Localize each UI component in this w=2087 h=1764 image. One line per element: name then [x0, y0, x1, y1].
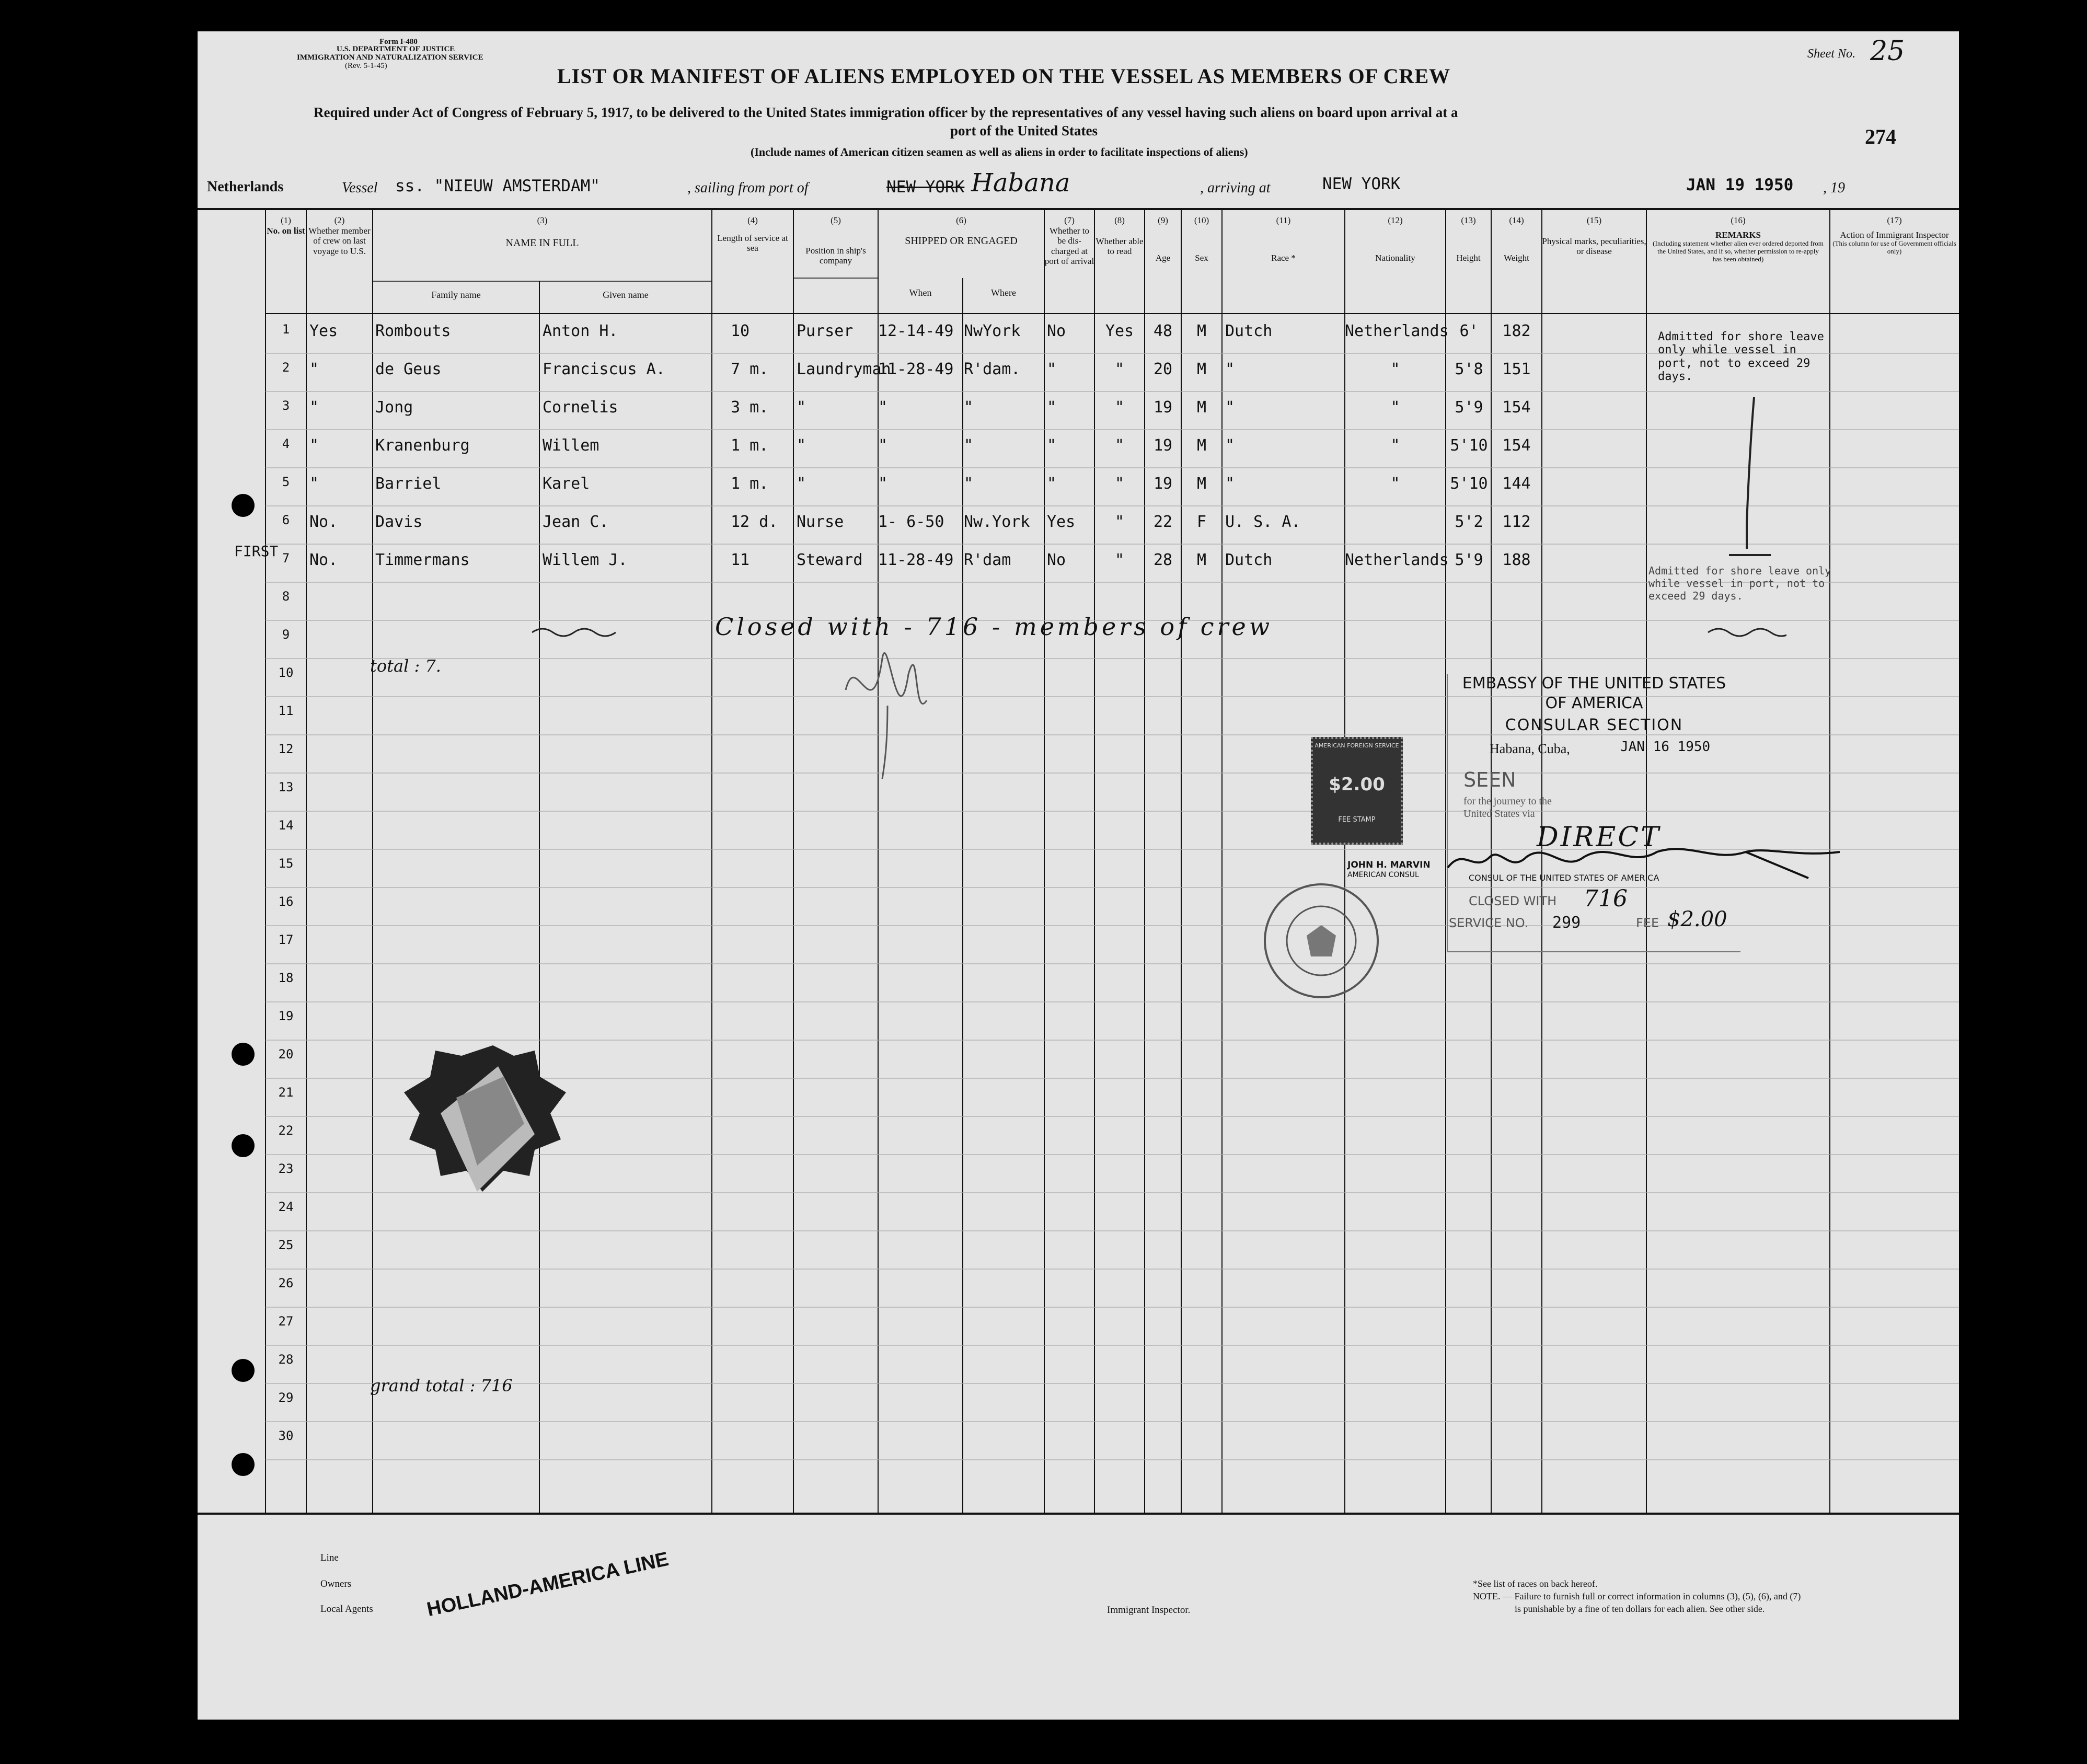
row-number: 15	[278, 856, 294, 871]
cell-race: "	[1225, 475, 1235, 493]
cell-race: Dutch	[1225, 551, 1273, 569]
cell-where: "	[964, 398, 974, 417]
cell-discharged: "	[1047, 475, 1057, 493]
cell-height: 5'9	[1455, 551, 1483, 569]
cell-no: 7	[282, 551, 290, 566]
col-num-16: (16)	[1731, 215, 1746, 225]
row-number: 24	[278, 1200, 294, 1214]
row-number: 19	[278, 1009, 294, 1023]
cell-discharged: "	[1047, 360, 1057, 378]
cell-service: 10	[731, 322, 750, 340]
fee-value: $2.00	[1667, 907, 1727, 931]
cell-no: 3	[282, 398, 290, 413]
remarks-ditto-mark	[1713, 392, 1776, 564]
cell-race: "	[1225, 360, 1235, 378]
cell-where: "	[964, 475, 974, 493]
col-label-7: Whether to be dis-charged at port of arrival	[1044, 225, 1094, 267]
consular-date: JAN 16 1950	[1620, 739, 1711, 755]
service-no-label: SERVICE NO.	[1449, 916, 1529, 930]
cell-where: NwYork	[964, 322, 1021, 340]
col-num-4: (4)	[747, 215, 758, 225]
cell-sex: F	[1196, 513, 1207, 531]
page-subtitle-2: port of the United States	[950, 123, 1098, 139]
punch-hole	[232, 494, 255, 517]
col-header-where: Where	[991, 287, 1016, 298]
row-number: 27	[278, 1314, 294, 1329]
consul-name: JOHN H. MARVIN	[1347, 860, 1431, 870]
cell-given: Franciscus A.	[543, 360, 665, 378]
cell-where: R'dam.	[964, 360, 1021, 378]
col-header-physical	[1542, 215, 1646, 257]
col-num-13: (13)	[1461, 215, 1476, 225]
row-number: 22	[278, 1123, 294, 1138]
row-number: 16	[278, 894, 294, 909]
row-number: 12	[278, 742, 294, 756]
fee-stamp-bottom: FEE STAMP	[1338, 816, 1376, 824]
consular-direct: DIRECT	[1537, 822, 1661, 853]
col-header-age	[1145, 215, 1181, 263]
row-number: 30	[278, 1428, 294, 1443]
col-header-when: When	[909, 287, 932, 298]
fee-stamp	[1311, 737, 1403, 845]
cell-service: 1 m.	[731, 475, 769, 493]
form-rev: (Rev. 5-1-45)	[345, 62, 387, 70]
cell-family: Jong	[375, 398, 413, 417]
cell-position: Steward	[797, 551, 863, 569]
sailing-port-struck: NEW YORK	[886, 178, 965, 197]
cell-race: Dutch	[1225, 322, 1273, 340]
cell-service: 7 m.	[731, 360, 769, 378]
cell-position: Laundryman	[797, 360, 891, 378]
cell-given: Cornelis	[543, 398, 618, 417]
cell-age: 20	[1153, 360, 1173, 378]
cell-position: Nurse	[797, 513, 844, 531]
col-num-17: (17)	[1887, 215, 1902, 225]
col-header-read	[1094, 215, 1145, 257]
cell-voyage: Yes	[309, 322, 338, 340]
col-num-15: (15)	[1586, 215, 1602, 225]
arrival-date: JAN 19 1950	[1686, 176, 1794, 194]
row-number: 9	[282, 627, 290, 642]
col-num-8: (8)	[1114, 215, 1125, 225]
col-label-9: Age	[1155, 252, 1171, 263]
consular-line-1: EMBASSY OF THE UNITED STATES	[1462, 674, 1726, 693]
cell-when: 12-14-49	[878, 322, 954, 340]
fee-label: FEE	[1636, 916, 1659, 930]
punch-hole	[232, 1453, 255, 1476]
col-num-5: (5)	[831, 215, 841, 225]
closed-note: Closed with - 716 - members of crew	[715, 613, 1273, 641]
manifest-sheet	[198, 31, 1959, 1720]
footer-note-1: *See list of races on back hereof.	[1473, 1578, 1598, 1589]
cell-discharged: No	[1047, 551, 1066, 569]
cell-no: 2	[282, 360, 290, 375]
cell-given: Willem J.	[543, 551, 628, 569]
row-number: 17	[278, 932, 294, 947]
footer-line-label: Line	[320, 1552, 339, 1563]
col-num-9: (9)	[1158, 215, 1168, 225]
cell-nationality: "	[1390, 360, 1400, 378]
vessel-label: Vessel	[342, 180, 378, 196]
cell-weight: 144	[1502, 475, 1531, 493]
col-label-11: Race *	[1271, 252, 1296, 263]
col-label-13: Height	[1456, 252, 1481, 263]
arriving-port: NEW YORK	[1322, 175, 1401, 193]
consular-journey-2: United States via	[1463, 808, 1535, 820]
punch-hole	[232, 1359, 255, 1382]
cell-read: Yes	[1105, 322, 1134, 340]
col-num-1: (1)	[281, 215, 291, 225]
cell-when: 11-28-49	[878, 551, 954, 569]
cell-service: 1 m.	[731, 436, 769, 455]
footer-agents-label: Local Agents	[320, 1604, 373, 1615]
col-header-action	[1830, 215, 1959, 256]
closed-note-strokes	[532, 622, 1786, 643]
col-header-height	[1446, 215, 1491, 263]
form-dept: U.S. DEPARTMENT OF JUSTICE	[337, 45, 455, 53]
footer-inspector-label: Immigrant Inspector.	[1107, 1605, 1191, 1616]
cell-nationality: Netherlands	[1345, 322, 1449, 340]
grand-total-note: grand total : 716	[370, 1376, 513, 1396]
col-header-nationality	[1345, 215, 1446, 263]
col-label-12: Nationality	[1375, 252, 1415, 263]
consul-title: CONSUL OF THE UNITED STATES OF AMERICA	[1469, 873, 1659, 883]
sailing-label: , sailing from port of	[687, 180, 809, 196]
cell-family: Davis	[375, 513, 423, 531]
row-number: 21	[278, 1085, 294, 1100]
col-label-16: REMARKS	[1715, 229, 1761, 240]
remarks-1: Admitted for shore leave only while vessel in port, not to exceed 29 days.	[1658, 330, 1824, 383]
form-number: Form I-480	[379, 38, 418, 46]
consular-line-2: OF AMERICA	[1545, 694, 1643, 712]
consular-line-3: CONSULAR SECTION	[1505, 716, 1684, 734]
cell-position: "	[797, 436, 806, 455]
row-number: 14	[278, 818, 294, 833]
row-number: 11	[278, 704, 294, 718]
fee-stamp-top: AMERICAN FOREIGN SERVICE	[1315, 742, 1399, 749]
cell-when: "	[878, 398, 888, 417]
row-number: 29	[278, 1390, 294, 1405]
footer-note-3: is punishable by a fine of ten dollars for each alien. See other side.	[1515, 1604, 1765, 1614]
col-header-no	[266, 215, 306, 236]
cell-age: 22	[1153, 513, 1173, 531]
cell-age: 19	[1153, 475, 1173, 493]
cell-service: 12 d.	[731, 513, 778, 531]
cell-race: "	[1225, 436, 1235, 455]
cell-where: R'dam	[964, 551, 1011, 569]
col-num-10: (10)	[1194, 215, 1209, 225]
cell-no: 4	[282, 436, 290, 451]
cell-weight: 188	[1502, 551, 1531, 569]
col-note-17: (This column for use of Government officials only)	[1832, 239, 1956, 256]
cell-voyage: "	[309, 398, 319, 417]
cell-read: "	[1114, 436, 1125, 455]
embassy-seal-icon	[1259, 878, 1384, 1004]
cell-sex: M	[1196, 398, 1207, 417]
col-header-voyage	[306, 215, 373, 256]
col-label-17: Action of Immigrant Inspector	[1840, 229, 1949, 240]
sheet-label: Sheet No.	[1807, 47, 1855, 61]
ribbon-seal-icon	[399, 1035, 571, 1233]
cell-nationality: "	[1390, 475, 1400, 493]
form-service: IMMIGRATION AND NATURALIZATION SERVICE	[297, 53, 483, 62]
row-number: 8	[282, 589, 290, 604]
cell-when: 1- 6-50	[878, 513, 944, 531]
cell-given: Jean C.	[543, 513, 609, 531]
cell-read: "	[1114, 551, 1125, 569]
cell-nationality: Netherlands	[1345, 551, 1449, 569]
cell-weight: 154	[1502, 398, 1531, 417]
col-note-16: (Including statement whether alien ever ordered deported from the United States, and if so, whether permission to re-apply has been obtained)	[1653, 239, 1824, 263]
col-num-12: (12)	[1388, 215, 1403, 225]
cell-age: 48	[1153, 322, 1173, 340]
remarks-2: Admitted for shore leave only while vessel in port, not to exceed 29 days.	[1648, 564, 1831, 602]
cell-weight: 151	[1502, 360, 1531, 378]
col-header-sex	[1181, 215, 1222, 263]
row-number: 10	[278, 665, 294, 680]
cell-height: 6'	[1459, 322, 1479, 340]
cell-age: 19	[1153, 436, 1173, 455]
cell-position: Purser	[797, 322, 854, 340]
col-label-2: Whether member of crew on last voyage to U.S.	[308, 225, 371, 256]
cell-no: 5	[282, 475, 290, 489]
cell-voyage: No.	[309, 513, 338, 531]
cell-given: Anton H.	[543, 322, 618, 340]
col-num-11: (11)	[1276, 215, 1291, 225]
cell-age: 28	[1153, 551, 1173, 569]
cell-voyage: "	[309, 360, 319, 378]
col-header-weight	[1491, 215, 1542, 263]
fee-stamp-value: $2.00	[1329, 774, 1385, 795]
consular-seen: SEEN	[1463, 768, 1516, 791]
service-no: 299	[1552, 914, 1581, 932]
col-header-remarks	[1646, 215, 1830, 263]
cell-discharged: "	[1047, 436, 1057, 455]
cell-discharged: Yes	[1047, 513, 1076, 531]
col-num-3: (3)	[537, 215, 548, 225]
signature-scrawl	[835, 627, 940, 784]
col-header-family: Family name	[431, 290, 481, 300]
col-num-2: (2)	[334, 215, 345, 225]
cell-family: Barriel	[375, 475, 442, 493]
consular-journey-1: for the journey to the	[1463, 795, 1552, 807]
margin-first: FIRST	[234, 543, 279, 560]
row-number: 13	[278, 780, 294, 794]
col-header-discharged	[1044, 215, 1094, 267]
cell-discharged: No	[1047, 322, 1066, 340]
vessel-flag: Netherlands	[207, 179, 284, 195]
cell-read: "	[1114, 475, 1125, 493]
col-label-10: Sex	[1195, 252, 1208, 263]
cell-height: 5'8	[1455, 360, 1483, 378]
col-header-name	[373, 215, 712, 249]
total-note: total : 7.	[370, 656, 441, 676]
punch-hole	[232, 1134, 255, 1157]
cell-weight: 182	[1502, 322, 1531, 340]
cell-nationality: "	[1390, 398, 1400, 417]
col-header-race	[1222, 215, 1345, 263]
closed-with-number: 716	[1584, 885, 1628, 912]
consul-name-title: AMERICAN CONSUL	[1347, 871, 1419, 879]
cell-no: 1	[282, 322, 290, 337]
cell-sex: M	[1196, 475, 1207, 493]
cell-where: Nw.York	[964, 513, 1030, 531]
cell-discharged: "	[1047, 398, 1057, 417]
cell-family: Rombouts	[375, 322, 451, 340]
cell-family: Kranenburg	[375, 436, 470, 455]
cell-when: "	[878, 436, 888, 455]
sailing-port: Habana	[971, 168, 1070, 198]
col-label-8: Whether able to read	[1096, 236, 1144, 257]
row-number: 23	[278, 1161, 294, 1176]
cell-family: Timmermans	[375, 551, 470, 569]
cell-height: 5'10	[1450, 475, 1488, 493]
cell-race: U. S. A.	[1225, 513, 1301, 531]
cell-voyage: "	[309, 436, 319, 455]
closed-with-label: CLOSED WITH	[1469, 894, 1557, 908]
col-header-position	[793, 215, 878, 266]
company-stamp: HOLLAND-AMERICA LINE	[425, 1548, 671, 1621]
col-label-6: SHIPPED OR ENGAGED	[905, 235, 1018, 247]
page-subtitle: Required under Act of Congress of February 5, 1917, to be delivered to the United States immigration officer by the representatives of any vessel having such aliens on board upon arrival at a	[314, 105, 1458, 120]
cell-height: 5'9	[1455, 398, 1483, 417]
cell-sex: M	[1196, 322, 1207, 340]
cell-height: 5'10	[1450, 436, 1488, 455]
page-number: 274	[1865, 125, 1896, 148]
cell-position: "	[797, 398, 806, 417]
vessel-name: ss. "NIEUW AMSTERDAM"	[395, 177, 600, 195]
consular-place: Habana, Cuba,	[1490, 741, 1570, 756]
cell-when: 11-28-49	[878, 360, 954, 378]
page-title: LIST OR MANIFEST OF ALIENS EMPLOYED ON THE VESSEL AS MEMBERS OF CREW	[557, 64, 1451, 88]
cell-sex: M	[1196, 436, 1207, 455]
row-number: 18	[278, 971, 294, 985]
cell-service: 3 m.	[731, 398, 769, 417]
cell-weight: 112	[1502, 513, 1531, 531]
cell-age: 19	[1153, 398, 1173, 417]
sheet-number: 25	[1870, 36, 1905, 67]
row-number: 25	[278, 1238, 294, 1252]
cell-read: "	[1114, 513, 1125, 531]
row-number: 20	[278, 1047, 294, 1062]
cell-read: "	[1114, 360, 1125, 378]
footer-note-2: NOTE. — Failure to furnish full or correct information in columns (3), (5), (6), and (7)	[1473, 1591, 1801, 1601]
cell-where: "	[964, 436, 974, 455]
cell-sex: M	[1196, 360, 1207, 378]
arriving-label: , arriving at	[1200, 180, 1271, 196]
cell-given: Willem	[543, 436, 599, 455]
cell-sex: M	[1196, 551, 1207, 569]
cell-service: 11	[731, 551, 750, 569]
col-header-given: Given name	[603, 290, 649, 300]
cell-given: Karel	[543, 475, 590, 493]
row-number: 26	[278, 1276, 294, 1290]
consular-stamp	[1447, 674, 1740, 952]
col-label-15: Physical marks, peculiarities, or disease	[1542, 236, 1646, 257]
col-label-14: Weight	[1504, 252, 1529, 263]
cell-read: "	[1114, 398, 1125, 417]
cell-weight: 154	[1502, 436, 1531, 455]
col-num-14: (14)	[1509, 215, 1524, 225]
cell-nationality: "	[1390, 436, 1400, 455]
cell-no: 6	[282, 513, 290, 527]
cell-height: 5'2	[1455, 513, 1483, 531]
footer-owners-label: Owners	[320, 1578, 352, 1589]
col-num-6: (6)	[956, 215, 966, 225]
cell-race: "	[1225, 398, 1235, 417]
col-header-shipped	[878, 215, 1044, 247]
year-suffix: , 19	[1823, 180, 1845, 196]
punch-hole	[232, 1043, 255, 1066]
page-subtitle-3: (Include names of American citizen seamen as well as aliens in order to facilitate inspections of aliens)	[751, 145, 1248, 158]
cell-when: "	[878, 475, 888, 493]
col-header-service	[712, 215, 793, 253]
row-number: 28	[278, 1352, 294, 1367]
col-num-7: (7)	[1064, 215, 1075, 225]
cell-voyage: No.	[309, 551, 338, 569]
cell-family: de Geus	[375, 360, 442, 378]
col-label-3: NAME IN FULL	[505, 237, 579, 249]
cell-position: "	[797, 475, 806, 493]
col-label-5: Position in ship's company	[805, 245, 866, 266]
col-label-4: Length of service at sea	[717, 233, 788, 253]
col-label-1: No. on list	[267, 225, 305, 236]
cell-voyage: "	[309, 475, 319, 493]
